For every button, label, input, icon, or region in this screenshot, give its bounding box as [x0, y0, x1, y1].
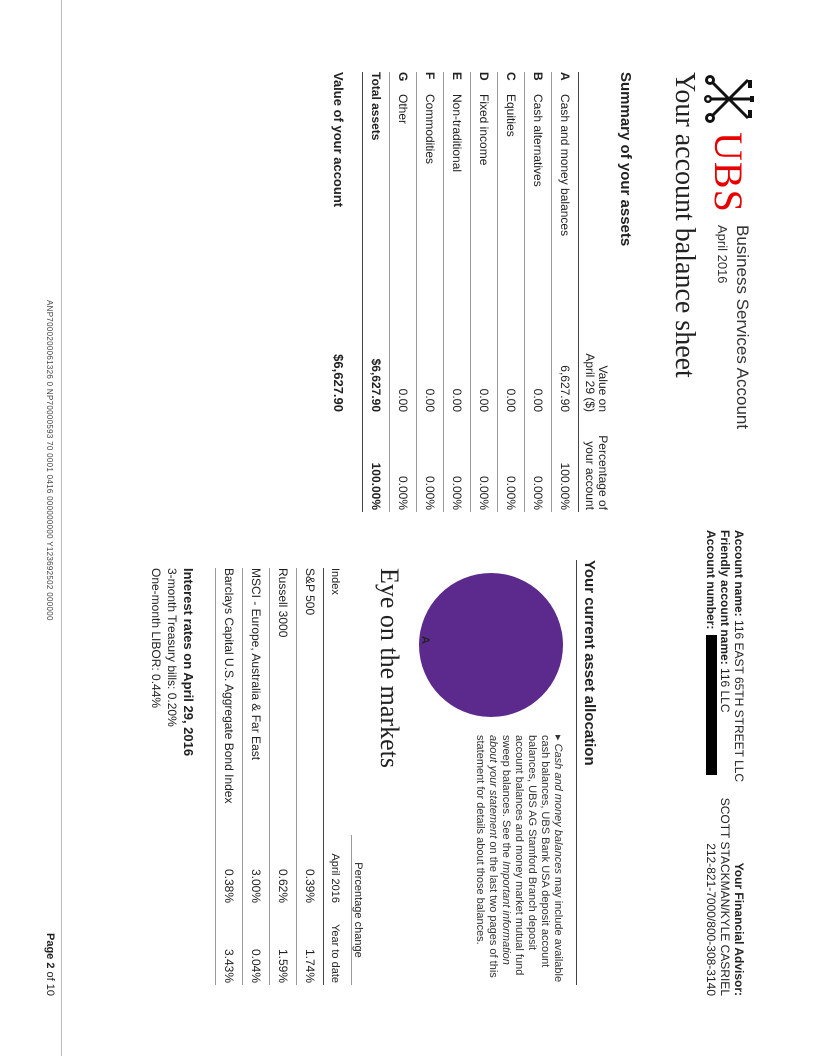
ytd-change: 0.04%: [249, 948, 263, 983]
rates-title: Interest rates on April 29, 2016: [181, 568, 196, 757]
brand-name: UBS: [706, 132, 751, 213]
summary-header: [578, 72, 611, 512]
month-change: 0.39%: [303, 868, 317, 903]
index-name: Barclays Capital U.S. Aggregate Bond Index: [222, 568, 236, 804]
month-column-header: April 2016: [329, 853, 341, 903]
markets-table: [215, 568, 364, 985]
page-word: Page: [44, 932, 56, 960]
asset-class-pct: 0.00%: [450, 475, 464, 510]
note-italic-term: Cash and money balances: [552, 743, 564, 874]
asset-class-name: Cash and money balances: [558, 94, 572, 237]
asset-class-value: 0.00: [396, 388, 410, 412]
account-name-label: Account name:: [732, 530, 746, 617]
crossed-keys-icon: [704, 72, 754, 126]
pie-slice-A: [419, 573, 563, 717]
treasury-rate: 3-month Treasury bills: 0.20%: [165, 568, 179, 727]
market-index-row: [215, 568, 242, 985]
value-column-header: Value on April 29 ($): [583, 353, 610, 412]
asset-class-pct: 0.00%: [423, 475, 437, 510]
ytd-change: 1.74%: [303, 948, 317, 983]
asset-class-letter: E: [450, 72, 464, 81]
asset-class-name: Non-traditional: [450, 94, 464, 173]
asset-class-letter: D: [477, 72, 491, 81]
summary-table: [322, 72, 611, 512]
ytd-change: 3.43%: [222, 948, 236, 983]
total-pct: 100.00%: [369, 462, 383, 510]
advisor-name: SCOTT STACKMAN/KYLE CASRIEL: [718, 797, 732, 996]
markets-rows: [215, 568, 323, 985]
asset-class-pct: 100.00%: [558, 462, 572, 510]
market-index-row: [269, 568, 296, 985]
allocation-heading: Your current asset allocation: [576, 560, 598, 985]
asset-class-value: 0.00: [531, 388, 545, 412]
market-index-row: [242, 568, 269, 985]
total-value: $6,627.90: [369, 358, 383, 412]
percentage-change-header: Percentage change: [351, 835, 364, 985]
asset-class-pct: 0.00%: [504, 475, 518, 510]
note-text-1: may include available cash balances, UBS Bank USA deposit account balances, UBS AG Stamford Branch deposit account balances and money market mutual fund sweep balances. See the: [500, 735, 564, 983]
month-change: 3.00%: [249, 868, 263, 903]
total-label: Total assets: [369, 72, 383, 141]
asset-class-letter: B: [531, 72, 545, 81]
ubs-logo: [698, 72, 758, 212]
asset-class-letter: G: [396, 72, 410, 82]
summary-row: [551, 72, 578, 512]
interest-rates: [148, 568, 196, 756]
month-change: 0.38%: [222, 868, 236, 903]
allocation-pie-chart: [416, 570, 566, 720]
libor-rate: One-month LIBOR: 0.44%: [149, 568, 163, 709]
summary-row: [416, 72, 443, 512]
asset-class-name: Other: [396, 94, 410, 125]
asset-class-pct: 0.00%: [531, 475, 545, 510]
summary-heading: Summary of your assets: [617, 72, 634, 247]
friendly-name: 116 LLC: [718, 668, 732, 713]
summary-row: [389, 72, 416, 512]
friendly-name-label: Friendly account name:: [718, 530, 732, 665]
index-name: S&P 500: [303, 568, 317, 616]
footer-divider: [61, 0, 62, 1056]
asset-class-value: 6,627.90: [558, 365, 572, 412]
asset-class-pct: 0.00%: [396, 475, 410, 510]
page-title: Your account balance sheet: [669, 72, 700, 378]
ytd-column-header: Year to date: [329, 924, 341, 983]
asset-class-letter: C: [504, 72, 518, 81]
asset-class-pct: 0.00%: [477, 475, 491, 510]
markets-group-header: [346, 568, 364, 985]
footer-code: ANP7000200061326 0 NP70000593 70 0001 0416 000000000 Y123692502 000000: [45, 300, 54, 621]
asset-class-value: 0.00: [423, 388, 437, 412]
pie-slice-label: A: [419, 636, 431, 644]
account-info: [704, 530, 746, 782]
asset-class-value: 0.00: [504, 388, 518, 412]
asset-class-name: Fixed income: [477, 94, 491, 166]
month-change: 0.62%: [276, 868, 290, 903]
summary-row: [524, 72, 551, 512]
statement-date: April 2016: [715, 225, 730, 284]
summary-rows: [389, 72, 578, 512]
advisor-phone: 212-821-7000/800-308-3140: [704, 843, 718, 996]
index-name: MSCI - Europe, Australia & Far East: [249, 568, 263, 761]
allocation-note: [473, 735, 564, 985]
redaction-bar: [706, 635, 717, 775]
account-name: 116 EAST 65TH STREET LLC: [732, 620, 746, 783]
markets-column-header: [323, 568, 346, 985]
page-number: [44, 933, 56, 996]
index-name: Russell 3000: [276, 568, 290, 638]
total-assets-row: [362, 72, 389, 512]
percentage-column-header: Percentage of your account: [583, 435, 610, 510]
asset-class-name: Cash alternatives: [531, 94, 545, 187]
note-italic-reference: Important information about your statement: [487, 735, 512, 965]
summary-row: [443, 72, 470, 512]
account-type: Business Services Account: [733, 225, 752, 430]
asset-class-name: Commodities: [423, 94, 437, 165]
page-current: 2: [44, 962, 56, 969]
financial-advisor: [704, 798, 746, 996]
account-value: $6,627.90: [331, 354, 346, 412]
asset-class-letter: F: [423, 72, 437, 80]
asset-class-value: 0.00: [477, 388, 491, 412]
summary-row: [470, 72, 497, 512]
page-total: of 10: [44, 971, 56, 996]
market-index-row: [296, 568, 323, 985]
account-number-label: Account number:: [704, 530, 718, 630]
index-column-header: Index: [329, 568, 341, 595]
asset-class-letter: A: [558, 72, 572, 81]
asset-class-value: 0.00: [450, 388, 464, 412]
account-value-label: Value of your account: [331, 72, 346, 208]
note-bullet-icon: ▸: [552, 735, 564, 741]
note-text-2: on the last two pages of this statement for details about those balances.: [474, 735, 499, 978]
account-value-row: [322, 72, 354, 512]
summary-row: [497, 72, 524, 512]
advisor-label: Your Financial Advisor:: [732, 862, 746, 996]
ytd-change: 1.59%: [276, 948, 290, 983]
markets-title: Eye on the markets: [375, 568, 404, 768]
asset-class-name: Equities: [504, 94, 518, 137]
